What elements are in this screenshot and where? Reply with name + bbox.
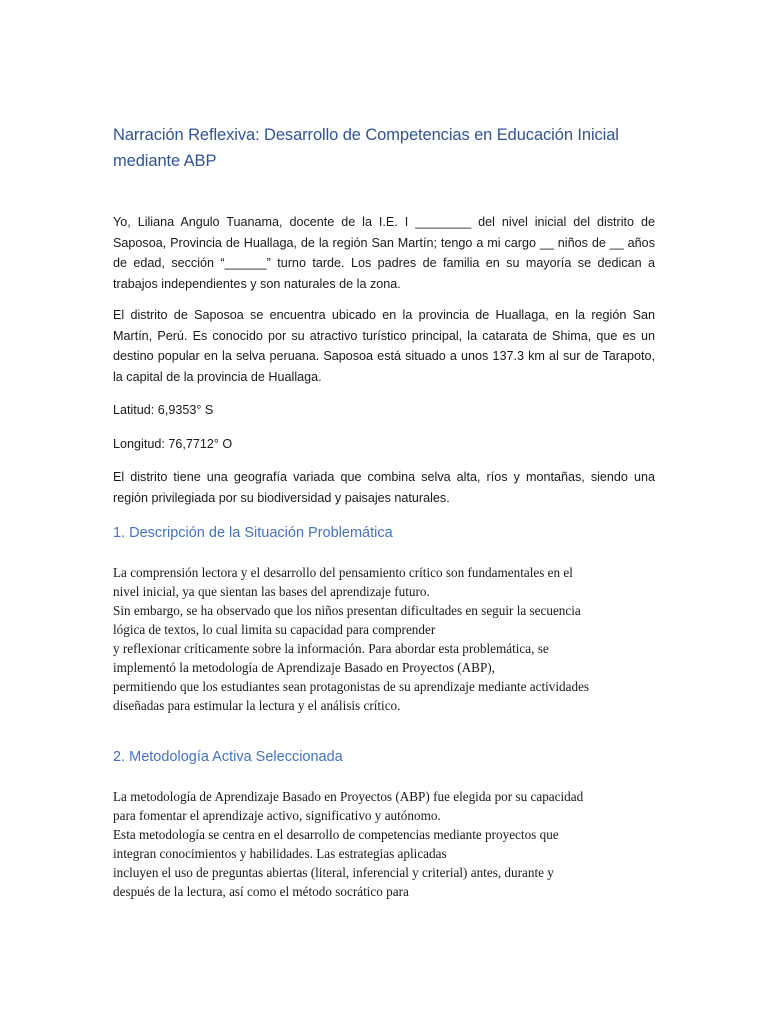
latitude-text: Latitud: 6,9353° S xyxy=(113,403,214,417)
geography-paragraph: El distrito tiene una geografía variada que combina selva alta, ríos y montañas, siendo una región privilegiada por su biodiversidad y paisajes naturales. xyxy=(113,470,655,505)
longitude-text: Longitud: 76,7712° O xyxy=(113,436,233,451)
section-2-line: después de la lectura, así como el método socrático para xyxy=(113,884,409,899)
section-1-paragraph xyxy=(113,563,655,715)
section-1-line: Sin embargo, se ha observado que los niños presentan dificultades en seguir la secuencia xyxy=(113,603,581,618)
intro-paragraph: Yo, Liliana Angulo Tuanama, docente de la I.E. I ________ del nivel inicial del distrito de Saposoa, Provincia de Huallaga, de la región San Martín; tengo a mi cargo __ niños de __ años de edad, sección “______” turno tarde. Los padres de familia en su mayoría se dedican a trabajos independientes y son naturales de la zona. xyxy=(113,215,655,291)
document-title: Narración Reflexiva: Desarrollo de Competencias en Educación Inicial mediante ABP xyxy=(113,126,619,170)
section-2-line: integran conocimientos y habilidades. Las estrategias aplicadas xyxy=(113,846,447,861)
document-body xyxy=(113,122,655,901)
section-2-heading: 2. Metodología Activa Seleccionada xyxy=(113,749,343,765)
section-1-line: permitiendo que los estudiantes sean protagonistas de su aprendizaje mediante actividades xyxy=(113,679,590,694)
section-2-line: para fomentar el aprendizaje activo, significativo y autónomo. xyxy=(113,808,441,823)
section-1-line: y reflexionar críticamente sobre la información. Para abordar esta problemática, se xyxy=(113,641,549,656)
location-paragraph: El distrito de Saposoa se encuentra ubicado en la provincia de Huallaga, en la región San Martín, Perú. Es conocido por su atractivo turístico principal, la catarata de Shima, que es un destino popular en la selva peruana. Saposoa está situado a unos 137.3 km al sur de Tarapoto, la capital de la provincia de Huallaga. xyxy=(113,308,655,384)
section-1-line: diseñadas para estimular la lectura y el análisis crítico. xyxy=(113,698,401,713)
section-1-line: lógica de textos, lo cual limita su capacidad para comprender xyxy=(113,622,436,637)
section-2-line: La metodología de Aprendizaje Basado en Proyectos (ABP) fue elegida por su capacidad xyxy=(113,789,584,804)
section-2-line: incluyen el uso de preguntas abiertas (literal, inferencial y criterial) antes, durante y xyxy=(113,865,554,880)
section-2-line: Esta metodología se centra en el desarrollo de competencias mediante proyectos que xyxy=(113,827,559,842)
section-1-line: La comprensión lectora y el desarrollo del pensamiento crítico son fundamentales en el xyxy=(113,565,573,580)
section-1-heading: 1. Descripción de la Situación Problemática xyxy=(113,525,393,541)
section-1-line: nivel inicial, ya que sientan las bases del aprendizaje futuro. xyxy=(113,584,430,599)
section-2-paragraph xyxy=(113,787,655,901)
section-1-line: implementó la metodología de Aprendizaje Basado en Proyectos (ABP), xyxy=(113,660,495,675)
